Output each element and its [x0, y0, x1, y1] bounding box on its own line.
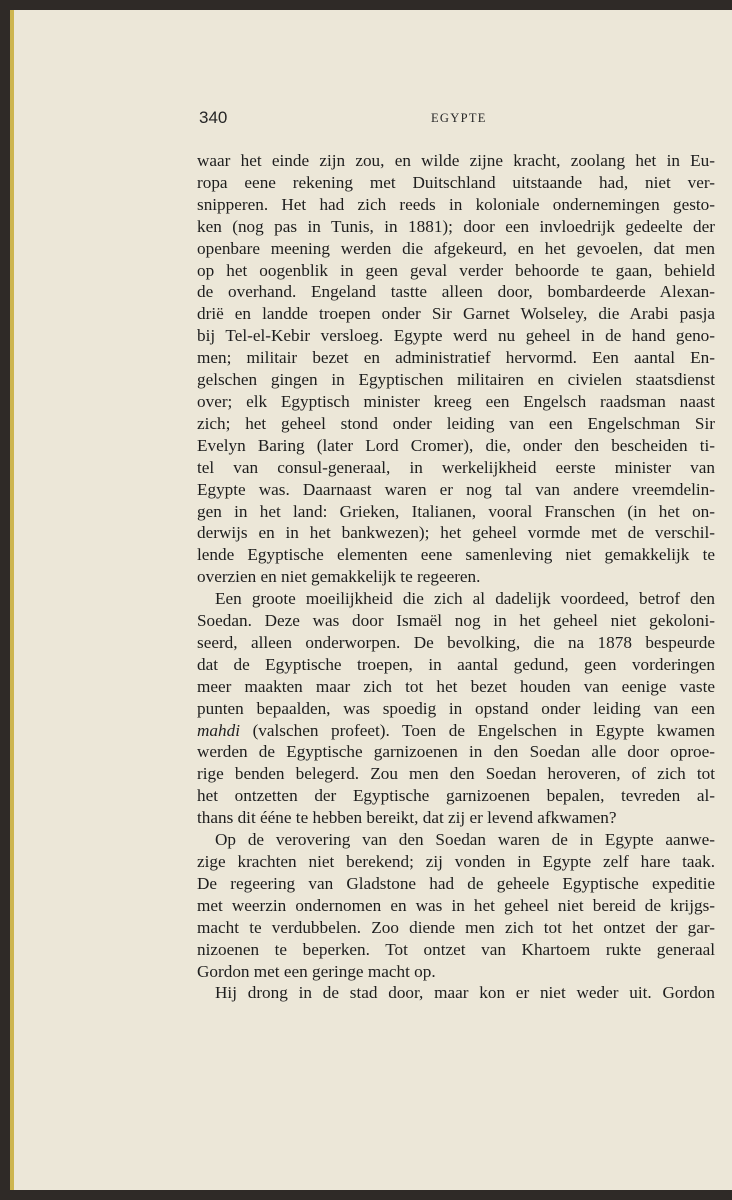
page-number: 340 — [199, 108, 228, 127]
text-line: seerd, alleen onderworpen. De bevolking, die na 1878 bespeurde — [197, 632, 715, 652]
text-line: Een groote moeilijkheid die zich al dadelijk voordeed, betrof den — [215, 589, 715, 609]
text-line: Soedan. Deze was door Ismaël nog in het geheel niet gekoloni- — [197, 611, 715, 631]
text-line: werden de Egyptische garnizoenen in den Soedan alle door oproe- — [197, 742, 715, 762]
running-head: EGYPTE — [431, 111, 487, 125]
body-text — [197, 150, 715, 1004]
text-line: snipperen. Het had zich reeds in koloniale ondernemingen gesto- — [197, 194, 715, 214]
text-line: zich; het geheel stond onder leiding van een Engelschman Sir — [197, 413, 715, 433]
text-line: gelschen gingen in Egyptischen militairen en civielen staatsdienst — [197, 370, 715, 390]
text-line — [197, 720, 715, 742]
text-line: men; militair bezet en administratief hervormd. Een aantal En- — [197, 348, 715, 368]
text-line: bij Tel-el-Kebir versloeg. Egypte werd nu geheel in de hand geno- — [197, 326, 715, 346]
text-line: punten bepaalden, was spoedig in opstand onder leiding van een — [197, 698, 715, 718]
text-line: nizoenen te beperken. Tot ontzet van Khartoem rukte generaal — [197, 939, 715, 959]
text-line: derwijs en in het bankwezen); het geheel vormde met de verschil- — [197, 523, 715, 543]
text-line: Gordon met een geringe macht op. — [197, 961, 436, 981]
text-line: tel van consul-generaal, in werkelijkheid eerste minister van — [197, 457, 715, 477]
text-line: Egypte was. Daarnaast waren er nog tal van andere vreemdelin- — [197, 479, 715, 499]
text-line: De regeering van Gladstone had de geheele Egyptische expeditie — [197, 873, 715, 893]
text-line: het ontzetten der Egyptische garnizoenen bepalen, tevreden al- — [197, 786, 715, 806]
text-line: over; elk Egyptisch minister kreeg een Engelsch raadsman naast — [197, 391, 715, 411]
text-line: thans dit ééne te hebben bereikt, dat zij er levend afkwamen? — [197, 808, 617, 828]
text-line: ken (nog pas in Tunis, in 1881); door een invloedrijk gedeelte der — [197, 216, 715, 236]
page-header — [199, 108, 719, 132]
text-line: gen in het land: Grieken, Italianen, vooral Franschen (in het on- — [197, 501, 715, 521]
text-line: dat de Egyptische troepen, in aantal gedund, geen vorderingen — [197, 654, 715, 674]
text-line: meer maakten maar zich tot het bezet houden van eenige vaste — [197, 676, 715, 696]
text-line: de overhand. Engeland tastte alleen door, bombardeerde Alexan- — [197, 282, 715, 302]
text-line: ropa eene rekening met Duitschland uitstaande had, niet ver- — [197, 172, 715, 192]
text-line: openbare meening werden die afgekeurd, en het gevoelen, dat men — [197, 238, 715, 258]
text-line: rige benden belegerd. Zou men den Soedan heroveren, of zich tot — [197, 764, 715, 784]
text-line: Hij drong in de stad door, maar kon er niet weder uit. Gordon — [215, 983, 715, 1003]
text-line: zige krachten niet berekend; zij vonden in Egypte zelf hare taak. — [197, 852, 715, 871]
text-line: op het oogenblik in geen geval verder behoorde te gaan, behield — [197, 260, 715, 280]
text-line: overzien en niet gemakkelijk te regeeren. — [197, 567, 481, 587]
text-line: Op de verovering van den Soedan waren de in Egypte aanwe- — [215, 830, 715, 850]
text-line: Evelyn Baring (later Lord Cromer), die, onder den bescheiden ti- — [197, 435, 715, 455]
italic-term: mahdi — [197, 720, 240, 740]
text-line-rest: (valschen profeet). Toen de Engelschen in Egypte kwamen — [239, 720, 715, 740]
text-line: waar het einde zijn zou, en wilde zijne kracht, zoolang het in Eu- — [197, 151, 715, 170]
book-page — [10, 10, 732, 1190]
text-line: macht te verdubbelen. Zoo diende men zich tot het ontzet der gar- — [197, 917, 715, 937]
text-line: lende Egyptische elementen eene samenleving niet gemakkelijk te — [197, 545, 715, 565]
text-line: met weerzin ondernomen en was in het geheel niet bereid de krijgs- — [197, 895, 715, 915]
text-line: drië en landde troepen onder Sir Garnet Wolseley, die Arabi pasja — [197, 304, 715, 324]
